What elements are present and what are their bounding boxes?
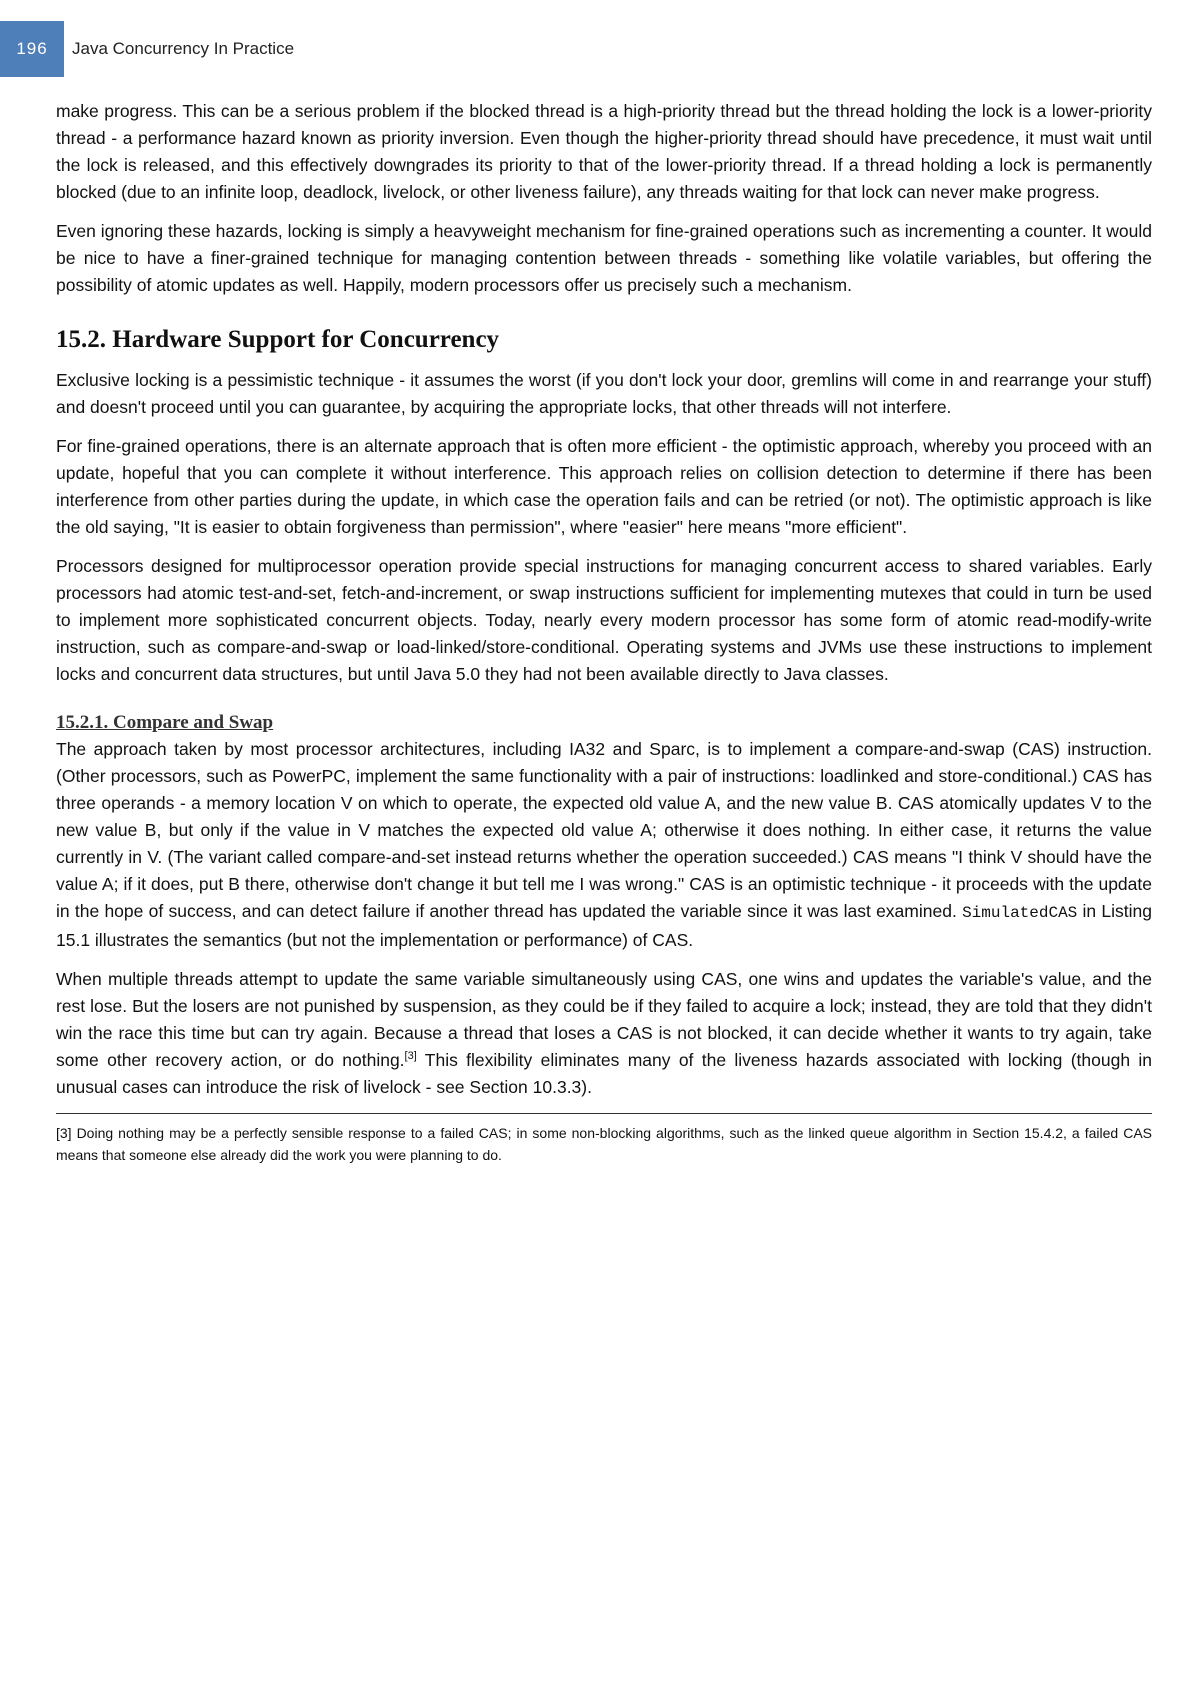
book-title: Java Concurrency In Practice [72, 39, 295, 58]
paragraph-priority-inversion: make progress. This can be a serious problem if the blocked thread is a high-priority thread but the thread holding the lock is a lower-priority thread - a performance hazard known as priority inversion. Even though the higher-priority thread should have precedence, it must wait until the lock is released, and this effectively downgrades its priority to that of the lower-priority thread. If a thread holding a lock is permanently blocked (due to an infinite loop, deadlock, livelock, or other liveness failure), any threads waiting for that lock can never make progress. [56, 101, 1152, 202]
section-heading: 15.2. Hardware Support for Concurrency [56, 326, 500, 353]
threads-text-1: When multiple threads attempt to update the same variable simultaneously using CAS, one wins and updates the variable's value, and the rest lose. But the losers are not punished by suspension, as they could be if they failed to acquire a lock; instead, they are told that they didn't win the race this time but can try again. Because a thread that loses a CAS is not blocked, it can decide whether it wants to try again, take some other recovery action, or do nothing. [56, 969, 1152, 1070]
page-content [56, 98, 1152, 1178]
paragraph-heavyweight-locking: Even ignoring these hazards, locking is simply a heavyweight mechanism for fine-grained operations such as incrementing a counter. It would be nice to have a finer-grained technique for managing contention between threads - something like volatile variables, but offering the possibility of atomic updates as well. Happily, modern processors offer us precisely such a mechanism. [56, 221, 1152, 295]
threads-text-2: This flexibility eliminates many of the liveness hazards associated with locking (though in unusual cases can introduce the risk of livelock - see Section 10.3.3). [56, 1050, 1152, 1097]
cas-text-2: in Listing 15.1 illustrates the semantics (but not the implementation or performance) of CAS. [56, 901, 1152, 950]
code-simulatedcas: SimulatedCAS [962, 904, 1078, 922]
subsection-heading: 15.2.1. Compare and Swap [56, 712, 274, 733]
paragraph-optimistic-approach: For fine-grained operations, there is an alternate approach that is often more efficient - the optimistic approach, whereby you proceed with an update, hopeful that you can complete it without interference. This approach relies on collision detection to determine if there has been interference from other parties during the update, in which case the operation fails and can be retried (or not). The optimistic approach is like the old saying, "It is easier to obtain forgiveness than permission", where "easier" here means "more efficient". [56, 436, 1152, 537]
paragraph-processor-instructions: Processors designed for multiprocessor operation provide special instructions for managing concurrent access to shared variables. Early processors had atomic test-and-set, fetch-and-increment, or swap instructions sufficient for implementing mutexes that could in turn be used to implement more sophisticated concurrent objects. Today, nearly every modern processor has some form of atomic read-modify-write instruction, such as compare-and-swap or load-linked/store-conditional. Operating systems and JVMs use these instructions to implement locks and concurrent data structures, but until Java 5.0 they had not been available directly to Java classes. [56, 556, 1152, 684]
footnote-reference[interactable]: [3] [404, 1050, 417, 1063]
paragraph-exclusive-locking: Exclusive locking is a pessimistic technique - it assumes the worst (if you don't lock your door, gremlins will come in and rearrange your stuff) and doesn't proceed until you can guarantee, by acquiring the appropriate locks, that other threads will not interfere. [56, 370, 1152, 417]
footnote-divider [56, 1113, 1152, 1114]
cas-text-1: The approach taken by most processor architectures, including IA32 and Sparc, is to implement a compare-and-swap (CAS) instruction. (Other processors, such as PowerPC, implement the same functionality with a pair of instructions: loadlinked and store-conditional.) CAS has three operands - a memory location V on which to operate, the expected old value A, and the new value B. CAS atomically updates V to the new value B, but only if the value in V matches the expected old value A; otherwise it does nothing. In either case, it returns the value currently in V. (The variant called compare-and-set instead returns whether the operation succeeded.) CAS means "I think V should have the value A; if it does, put B there, otherwise don't change it but tell me I was wrong." CAS is an optimistic technique - it proceeds with the update in the hope of success, and can detect failure if another thread has updated the variable since it was last examined. [56, 739, 1152, 921]
paragraph-compare-and-swap [56, 736, 1152, 954]
page-number: 196 [0, 21, 64, 77]
footnote: [3] Doing nothing may be a perfectly sensible response to a failed CAS; in some non-blocking algorithms, such as the linked queue algorithm in Section 15.4.2, a failed CAS means that someone else already did the work you were planning to do. [56, 1125, 1152, 1163]
page-header [0, 21, 294, 77]
paragraph-multiple-threads [56, 966, 1152, 1101]
